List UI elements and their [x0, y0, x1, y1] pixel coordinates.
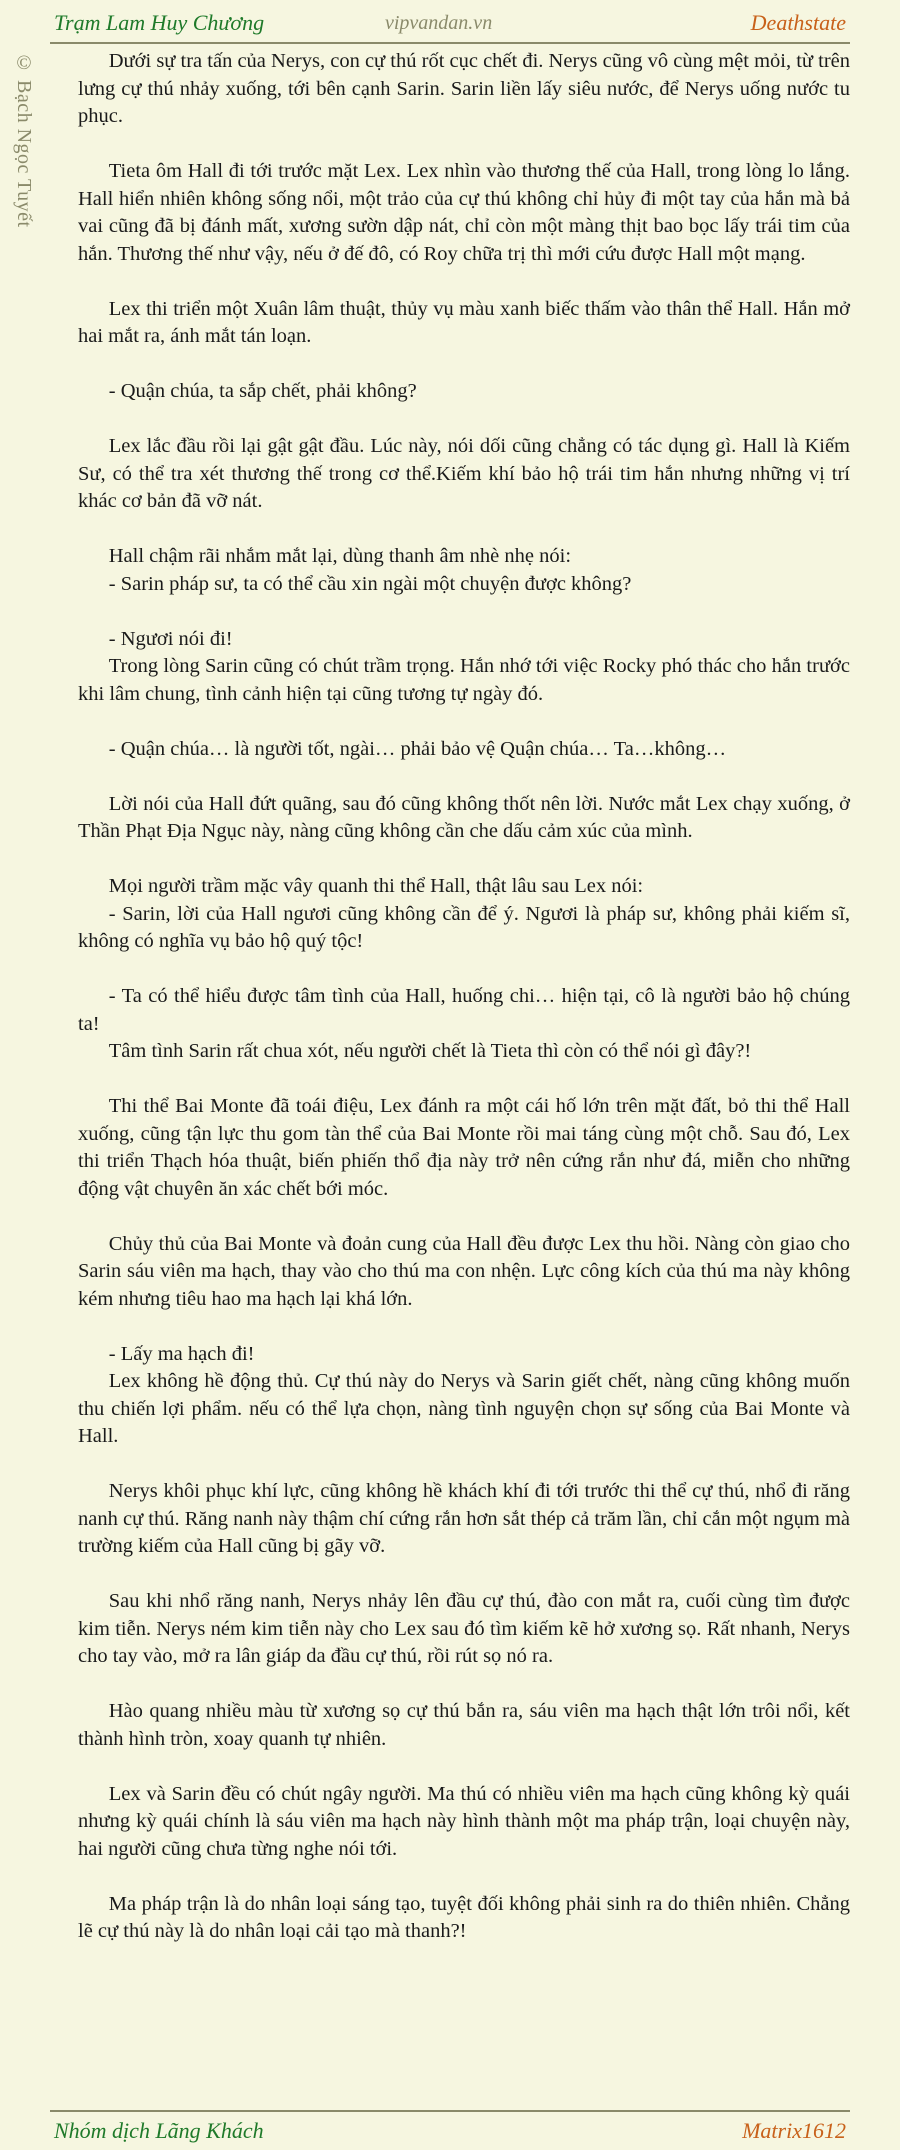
- dialogue-line: - Sarin pháp sư, ta có thể cầu xin ngài một chuyện được không?: [108, 572, 632, 595]
- paragraph: Hào quang nhiều màu từ xương sọ cự thú bắn ra, sáu viên ma hạch thật lớn trôi nổi, kết thành hình tròn, xoay quanh tự nhiên.: [78, 1700, 850, 1750]
- paragraph: Lex thi triển một Xuân lâm thuật, thủy vụ màu xanh biếc thấm vào thân thể Hall. Hắn mở hai mắt ra, ánh mắt tán loạn.: [78, 297, 850, 347]
- paragraph: Ma pháp trận là do nhân loại sáng tạo, tuyệt đối không phải sinh ra do thiên nhiên. Chẳng lẽ cự thú này là do nhân loại cải tạo mà thanh?!: [78, 1892, 850, 1942]
- header-url: vipvandan.vn: [385, 12, 493, 34]
- paragraph: Tâm tình Sarin rất chua xót, nếu người chết là Tieta thì còn có thể nói gì đây?!: [108, 1040, 752, 1062]
- side-credit: © Bạch Ngọc Tuyết: [13, 52, 35, 228]
- header-site-name: Trạm Lam Huy Chương: [54, 10, 265, 35]
- footer-translator-name: Matrix1612: [742, 2118, 846, 2143]
- dialogue-line: - Ta có thể hiểu được tâm tình của Hall, huống chi… hiện tại, cô là người bảo hộ chúng ta!: [78, 985, 850, 1035]
- paragraph: Dưới sự tra tấn của Nerys, con cự thú rốt cục chết đi. Nerys cũng vô cùng mệt mỏi, từ trên lưng cự thú nhảy xuống, tới bên cạnh Sarin. Sarin liền lấy siêu nước, để Nerys uống nước tu phục.: [78, 50, 851, 127]
- paragraph: Nerys khôi phục khí lực, cũng không hề khách khí đi tới trước thi thể cự thú, nhổ đi răng nanh cự thú. Răng nanh này thậm chí cứng rắn hơn sắt thép cả trăm lần, chỉ cắn một ngụm mà trường kiếm của Hall cũng bị gãy vỡ.: [78, 1480, 850, 1557]
- dialogue-line: - Sarin, lời của Hall ngươi cũng không cần để ý. Ngươi là pháp sư, không phải kiếm sĩ, không có nghĩa vụ bảo hộ quý tộc!: [78, 902, 850, 952]
- paragraph: Mọi người trầm mặc vây quanh thi thể Hall, thật lâu sau Lex nói:: [108, 875, 644, 897]
- page-header: [50, 8, 850, 44]
- paragraph: Lex và Sarin đều có chút ngây người. Ma thú có nhiều viên ma hạch cũng không kỳ quái nhưng kỳ quái chính là sáu viên ma hạch này hình thành một ma pháp trận, loại chuyện này, hai người cũng chưa từng nghe nói tới.: [78, 1782, 850, 1860]
- paragraph: Lex không hề động thủ. Cự thú này do Nerys và Sarin giết chết, nàng cũng không muốn thu chiến lợi phẩm. nếu có thể lựa chọn, nàng tình nguyện chọn sự sống của Bai Monte và Hall.: [78, 1370, 850, 1447]
- paragraph: Sau khi nhổ răng nanh, Nerys nhảy lên đầu cự thú, đào con mắt ra, cuối cùng tìm được kim tiễn. Nerys ném kim tiễn này cho Lex sau đó tìm kiếm kẽ hở xương sọ. Rất nhanh, Nerys cho tay vào, mở ra lân giáp da đầu cự thú, rồi rút sọ nó ra.: [78, 1590, 850, 1667]
- paragraph: Lời nói của Hall đứt quãng, sau đó cũng không thốt nên lời. Nước mắt Lex chạy xuống, ở Thần Phạt Địa Ngục này, nàng cũng không cần che dấu cảm xúc của mình.: [78, 792, 850, 842]
- paragraph: Hall chậm rãi nhắm mắt lại, dùng thanh âm nhè nhẹ nói:: [108, 545, 572, 567]
- paragraph: Thi thể Bai Monte đã toái điệu, Lex đánh ra một cái hố lớn trên mặt đất, bỏ thi thể Hall xuống, cũng tận lực thu gom tàn thể của Bai Monte rồi mai táng cùng một chỗ. Sau đó, Lex thi triển Thạch hóa thuật, biến phiến thổ địa này trở nên cứng rắn như đá, miễn cho những động vật chuyên ăn xác chết bới móc.: [78, 1095, 850, 1200]
- page-footer: [50, 2110, 850, 2144]
- dialogue-line: - Quận chúa, ta sắp chết, phải không?: [108, 380, 417, 402]
- paragraph: Chủy thủ của Bai Monte và đoản cung của Hall đều được Lex thu hồi. Nàng còn giao cho Sarin sáu viên ma hạch, thay vào cho thú ma con nhện. Lực công kích của thú ma này không kém nhưng tiêu hao ma hạch lại khá lớn.: [78, 1232, 850, 1310]
- chapter-text: [78, 48, 850, 1946]
- dialogue-line: - Quận chúa… là người tốt, ngài… phải bảo vệ Quận chúa… Ta…không…: [108, 737, 727, 760]
- paragraph: Trong lòng Sarin cũng có chút trầm trọng. Hắn nhớ tới việc Rocky phó thác cho hắn trước khi lâm chung, tình cảnh hiện tại cũng tương tự ngày đó.: [78, 655, 850, 705]
- header-book-title: Deathstate: [750, 10, 846, 35]
- dialogue-line: - Ngươi nói đi!: [108, 627, 233, 650]
- paragraph: Lex lắc đầu rồi lại gật gật đầu. Lúc này, nói dối cũng chẳng có tác dụng gì. Hall là Kiếm Sư, có thể tra xét thương thế trong cơ thể.Kiếm khí bảo hộ trái tim hắn nhưng những vị trí khác cơ bản đã vỡ nát.: [78, 435, 850, 512]
- dialogue-line: - Lấy ma hạch đi!: [108, 1342, 255, 1365]
- paragraph: Tieta ôm Hall đi tới trước mặt Lex. Lex nhìn vào thương thế của Hall, trong lòng lo lắng. Hall hiển nhiên không sống nổi, một trảo của cự thú không chỉ hủy đi một tay của hắn mà bả vai cũng đã bị đánh mất, xương sườn dập nát, chỉ còn một màng thịt bao bọc lấy trái tim của hắn. Thương thế như vậy, nếu ở đế đô, có Roy chữa trị thì mới cứu được Hall một mạng.: [78, 160, 850, 265]
- footer-translator-group: Nhóm dịch Lãng Khách: [54, 2118, 264, 2143]
